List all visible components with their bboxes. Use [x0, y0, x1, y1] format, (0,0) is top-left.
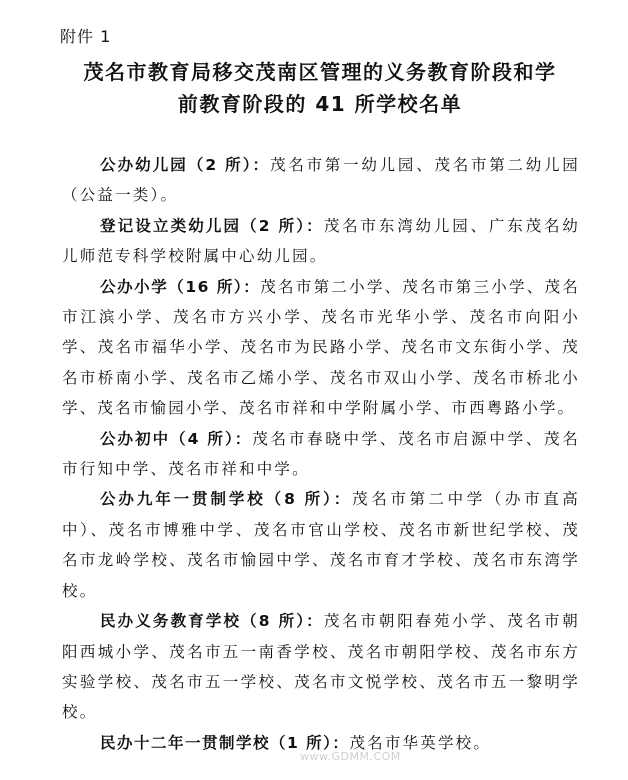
- attachment-label: 附件 1: [60, 27, 112, 46]
- section-content: 茂名市华英学校。: [349, 733, 492, 752]
- watermark: www.GDMM.COM: [300, 750, 401, 763]
- title-line-2: 前教育阶段的 41 所学校名单: [177, 92, 463, 116]
- section-public-junior-high: [62, 424, 580, 485]
- section-heading: 公办初中（4 所）：: [100, 429, 253, 448]
- section-content: 茂名市东湾幼儿园、广东茂名幼儿师范专科学校附属中心幼儿园。: [62, 216, 580, 266]
- section-content: 茂名市第二中学（办市直高中）、茂名市博雅中学、茂名市官山学校、茂名市新世纪学校、茂名市龙岭学校、茂名市愉园中学、茂名市育才学校、茂名市东湾学校。: [62, 490, 580, 600]
- section-heading: 民办十二年一贯制学校（1 所）：: [100, 733, 350, 752]
- section-public-nine-year: [62, 484, 580, 606]
- section-heading: 登记设立类幼儿园（2 所）：: [100, 216, 324, 235]
- section-heading: 公办幼儿园（2 所）：: [100, 156, 271, 174]
- section-content: 茂名市春晓中学、茂名市启源中学、茂名市行知中学、茂名市祥和中学。: [62, 429, 580, 479]
- section-registered-kindergarten: [62, 211, 580, 272]
- title-line-1: 茂名市教育局移交茂南区管理的义务教育阶段和学: [83, 60, 557, 84]
- section-heading: 公办九年一贯制学校（8 所）：: [100, 490, 353, 509]
- section-content: 茂名市第二小学、茂名市第三小学、茂名市江滨小学、茂名市方兴小学、茂名市光华小学、茂名市向阳小学、茂名市福华小学、茂名市为民路小学、茂名市文东街小学、茂名市桥南小学、茂名市乙烯小学、茂名市双山小学、茂名市桥北小学、茂名市愉园小学、茂名市祥和中学附属小学、市西粤路小学。: [62, 277, 580, 418]
- section-content: 茂名市朝阳春苑小学、茂名市朝阳西城小学、茂名市五一南香学校、茂名市朝阳学校、茂名市东方实验学校、茂名市五一学校、茂名市文悦学校、茂名市五一黎明学校。: [62, 612, 580, 722]
- section-private-compulsory: [62, 606, 580, 728]
- section-public-kindergarten: [62, 150, 580, 211]
- document-body: [62, 150, 580, 758]
- section-content: 茂名市第一幼儿园、茂名市第二幼儿园（公益一类）。: [62, 156, 580, 205]
- section-heading: 民办义务教育学校（8 所）：: [100, 612, 324, 631]
- document-title: [60, 56, 580, 120]
- section-heading: 公办小学（16 所）：: [100, 277, 261, 296]
- section-public-primary: [62, 272, 580, 424]
